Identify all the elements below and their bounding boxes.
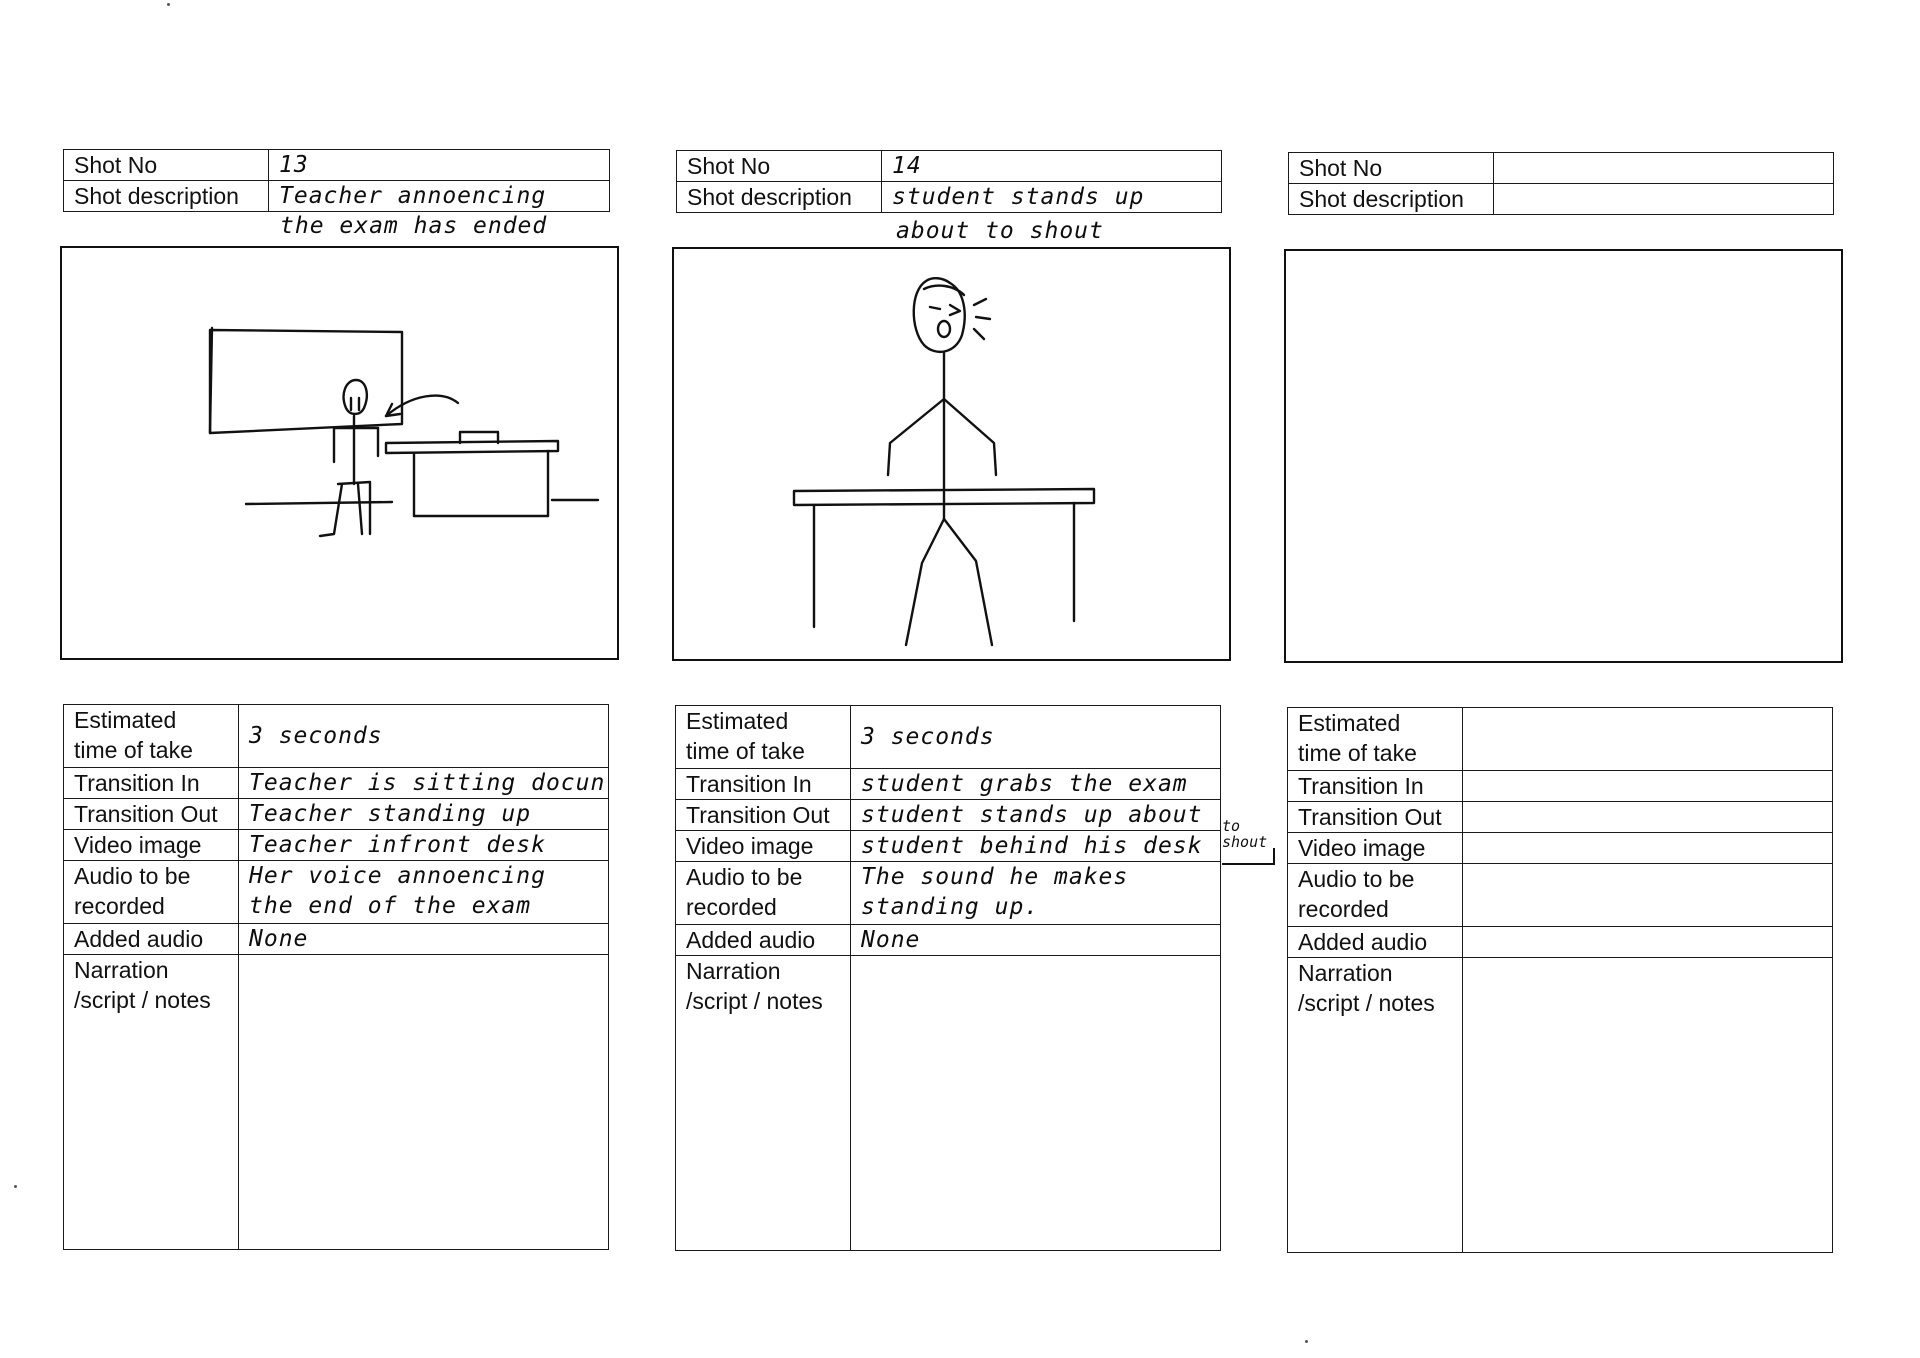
scan-speck (1305, 1340, 1308, 1343)
transition-in-label: Transition In (676, 769, 851, 800)
narration-value[interactable] (239, 955, 609, 1250)
shot-no-label: Shot No (677, 151, 882, 182)
transition-out-label: Transition Out (676, 800, 851, 831)
transition-out-label: Transition Out (1288, 802, 1463, 833)
narration-value[interactable] (1463, 958, 1833, 1253)
narration-label: Narration /script / notes (64, 955, 239, 1250)
transition-in-value[interactable]: student grabs the exam (851, 769, 1221, 800)
narration-label: Narration /script / notes (1288, 958, 1463, 1253)
sketch-frame (60, 246, 619, 660)
shot-details-table (1287, 707, 1833, 1253)
sketch-frame (672, 247, 1231, 661)
narration-value[interactable] (851, 956, 1221, 1251)
shot-header-table (1288, 152, 1834, 215)
added-audio-label: Added audio (1288, 927, 1463, 958)
shot-description-value[interactable]: Teacher annoencing (269, 181, 610, 212)
audio-label: Audio to be recorded (676, 862, 851, 925)
video-image-label: Video image (64, 830, 239, 861)
video-image-value[interactable] (1463, 833, 1833, 864)
video-image-value[interactable]: Teacher infront desk (239, 830, 609, 861)
estimated-time-value[interactable] (1463, 708, 1833, 771)
shot-header-table (676, 150, 1222, 213)
shot-description-label: Shot description (1289, 184, 1494, 215)
added-audio-label: Added audio (64, 924, 239, 955)
shot-description-continued: the exam has ended (280, 213, 548, 239)
margin-note-bracket (1220, 846, 1280, 876)
video-image-label: Video image (676, 831, 851, 862)
shot-description-label: Shot description (64, 181, 269, 212)
added-audio-value[interactable]: None (239, 924, 609, 955)
transition-in-label: Transition In (1288, 771, 1463, 802)
audio-label: Audio to be recorded (1288, 864, 1463, 927)
audio-value[interactable] (1463, 864, 1833, 927)
narration-label: Narration /script / notes (676, 956, 851, 1251)
audio-value[interactable]: Her voice annoencing the end of the exam (239, 861, 609, 924)
estimated-time-label: Estimated time of take (676, 706, 851, 769)
shot-no-label: Shot No (1289, 153, 1494, 184)
shot-no-label: Shot No (64, 150, 269, 181)
sketch-frame (1284, 249, 1843, 663)
video-image-label: Video image (1288, 833, 1463, 864)
transition-in-value[interactable]: Teacher is sitting docun (239, 768, 609, 799)
shot-details-table (675, 705, 1221, 1251)
student-shouting-sketch (674, 249, 1229, 659)
video-image-value[interactable]: student behind his desk (851, 831, 1221, 862)
added-audio-value[interactable] (1463, 927, 1833, 958)
shot-description-continued: about to shout (896, 218, 1104, 244)
estimated-time-value[interactable]: 3 seconds (239, 705, 609, 768)
audio-value[interactable]: The sound he makes standing up. (851, 862, 1221, 925)
estimated-time-label: Estimated time of take (64, 705, 239, 768)
transition-out-value[interactable]: student stands up about (851, 800, 1221, 831)
shot-details-table (63, 704, 609, 1250)
added-audio-value[interactable]: None (851, 925, 1221, 956)
shot-description-value[interactable] (1494, 184, 1834, 215)
transition-out-value[interactable]: Teacher standing up (239, 799, 609, 830)
shot-no-value[interactable] (1494, 153, 1834, 184)
shot-no-value[interactable]: 14 (882, 151, 1222, 182)
transition-in-value[interactable] (1463, 771, 1833, 802)
shot-description-label: Shot description (677, 182, 882, 213)
shot-description-value[interactable]: student stands up (882, 182, 1222, 213)
audio-label: Audio to be recorded (64, 861, 239, 924)
estimated-time-label: Estimated time of take (1288, 708, 1463, 771)
shot-no-value[interactable]: 13 (269, 150, 610, 181)
transition-out-margin-note: to shout (1222, 817, 1268, 851)
transition-out-label: Transition Out (64, 799, 239, 830)
added-audio-label: Added audio (676, 925, 851, 956)
shot-header-table (63, 149, 610, 212)
teacher-desk-sketch (62, 248, 617, 658)
scan-speck (14, 1185, 17, 1188)
transition-in-label: Transition In (64, 768, 239, 799)
scan-speck (167, 3, 170, 6)
transition-out-value[interactable] (1463, 802, 1833, 833)
estimated-time-value[interactable]: 3 seconds (851, 706, 1221, 769)
